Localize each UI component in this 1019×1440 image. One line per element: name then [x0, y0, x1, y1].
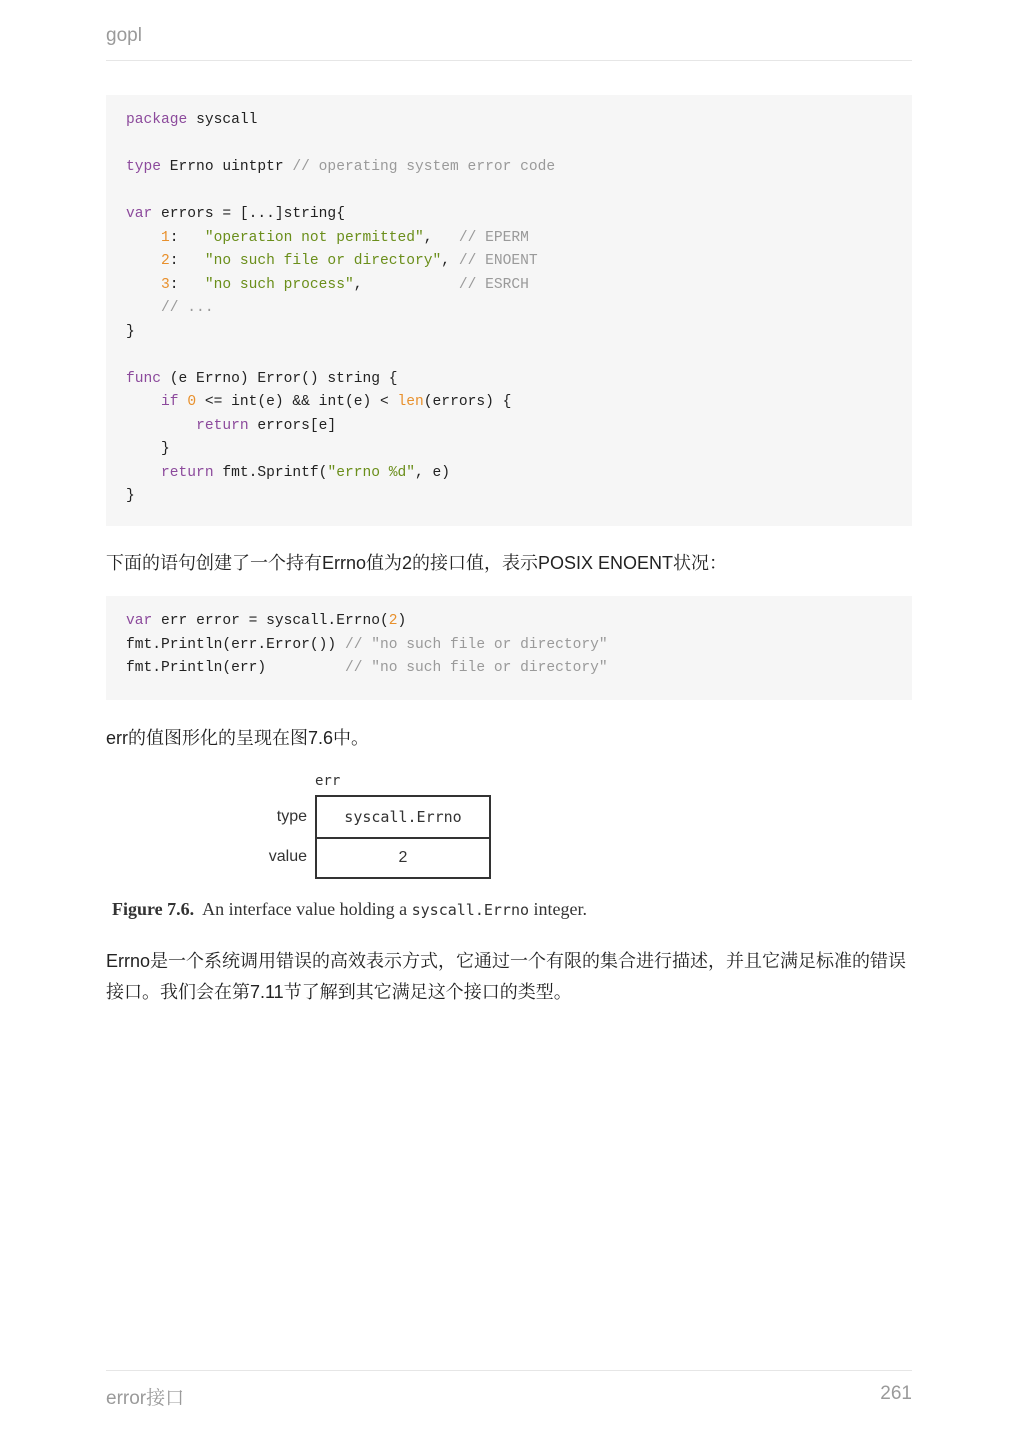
code-text: ,: [441, 253, 459, 269]
code-text: (errors) {: [423, 394, 512, 410]
paragraph-errno-summary: Errno是一个系统调用错误的高效表示方式，它通过一个有限的集合进行描述，并且它满足标准的错误接口。我们会在第7.11节了解到其它满足这个接口的类型。: [106, 951, 907, 1002]
code-text: }: [161, 441, 170, 457]
footer-section-title: error接口: [106, 1388, 185, 1409]
code-text: fmt.Println(err): [126, 660, 345, 676]
code-text: fmt.Sprintf(: [213, 464, 328, 481]
figure-variable-name: err: [315, 773, 341, 789]
footer-divider: [106, 1370, 912, 1371]
code-string: "no such file or directory": [204, 253, 442, 269]
code-text: syscall: [187, 112, 258, 128]
code-text: :: [169, 276, 205, 293]
code-keyword: if: [161, 394, 179, 410]
code-string: "errno %d": [327, 464, 416, 481]
code-number: 1: [161, 229, 170, 246]
code-comment: // EPERM: [458, 229, 529, 246]
code-comment: // operating system error code: [292, 159, 556, 175]
code-number: 2: [388, 613, 398, 629]
code-text: Errno uintptr: [161, 159, 293, 175]
code-text: errors[e]: [248, 417, 337, 434]
code-block-err-usage: [106, 596, 912, 700]
code-keyword: func: [126, 370, 162, 387]
code-text: , e): [415, 464, 451, 481]
code-text: <= int(e) && int(e) <: [196, 394, 398, 410]
figure-value-label: value: [268, 848, 307, 865]
figure-interface-box: [315, 795, 491, 879]
figure-caption-label: Figure 7.6.: [112, 899, 195, 919]
code-text: ): [397, 613, 407, 629]
code-listing: [126, 610, 892, 681]
code-text: :: [169, 253, 205, 269]
code-keyword: type: [126, 159, 162, 175]
paragraph-figure-reference: err的值图形化的呈现在图7.6中。: [106, 728, 370, 748]
figure-caption: [112, 899, 587, 920]
paragraph-errno-intro: 下面的语句创建了一个持有Errno值为2的接口值，表示POSIX ENOENT状况：: [106, 553, 728, 573]
code-text: :: [169, 229, 205, 246]
code-string: "operation not permitted": [204, 229, 424, 246]
code-comment: // ENOENT: [458, 253, 538, 269]
figure-value-cell: 2: [398, 849, 408, 866]
code-string: "no such process": [204, 276, 354, 293]
figure-type-cell: syscall.Errno: [317, 797, 489, 839]
code-keyword: return: [161, 464, 214, 481]
footer-page-number: 261: [880, 1383, 912, 1404]
code-number: 0: [187, 394, 197, 410]
code-keyword: return: [196, 417, 249, 434]
code-text: }: [126, 323, 135, 340]
code-block-errno-definition: [106, 95, 912, 526]
code-text: (e Errno) Error() string {: [161, 370, 398, 387]
figure-caption-text: integer.: [529, 899, 587, 919]
code-text: err error = syscall.Errno(: [152, 613, 389, 629]
code-comment: // ...: [161, 300, 214, 316]
code-comment: // "no such file or directory": [344, 636, 608, 653]
code-keyword: var: [126, 206, 153, 222]
code-keyword: package: [126, 112, 188, 128]
code-text: }: [126, 488, 135, 504]
code-text: ,: [423, 229, 459, 246]
code-text: errors = [...]string{: [152, 206, 345, 222]
figure-caption-code: syscall.Errno: [411, 901, 530, 919]
code-listing: [126, 109, 892, 509]
figure-type-label: type: [276, 808, 307, 825]
code-builtin: len: [397, 394, 424, 410]
header-divider: [106, 60, 912, 61]
code-text: ,: [353, 276, 459, 293]
code-number: 2: [161, 253, 170, 269]
code-comment: // "no such file or directory": [344, 660, 608, 676]
code-comment: // ESRCH: [458, 276, 529, 293]
code-keyword: var: [126, 613, 153, 629]
figure-interface-value: [106, 768, 668, 931]
page-header-title: gopl: [106, 25, 142, 46]
code-text: fmt.Println(err.Error()): [126, 636, 345, 653]
code-number: 3: [161, 276, 170, 293]
figure-caption-text: An interface value holding a: [194, 899, 412, 919]
